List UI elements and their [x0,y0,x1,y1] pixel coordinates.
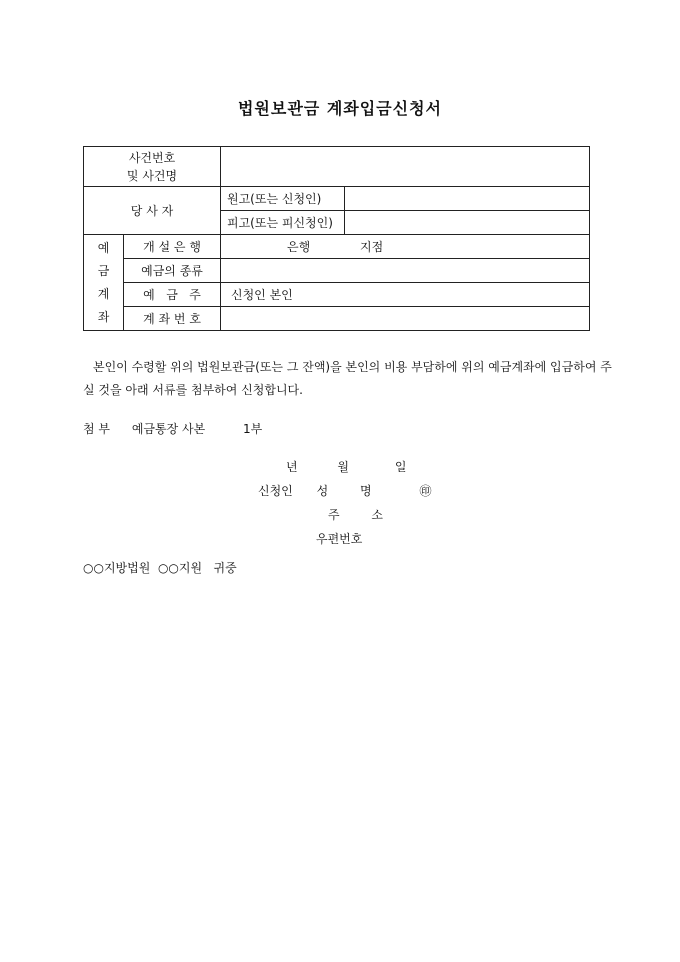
attachment-count: 1부 [243,422,263,436]
attachment-label: 첨 부 [83,422,110,436]
application-form-table [83,146,590,331]
bank-input[interactable] [221,235,590,259]
account-group-char: 계 [97,286,110,301]
deposit-type-input[interactable] [221,259,590,283]
defendant-label: 피고(또는 피신청인) [221,211,345,235]
date-year: 년 [286,460,298,474]
address-char-1: 주 [328,508,340,522]
account-group-char: 좌 [97,309,110,324]
case-name-label: 및 사건명 [126,168,178,183]
attachment-line [83,420,262,437]
defendant-input[interactable] [345,211,590,235]
holder-label: 예 금 주 [124,283,221,307]
date-day: 일 [394,460,407,474]
parties-label: 당 사 자 [84,187,221,235]
holder-input[interactable] [221,283,590,307]
seal-icon: ㊞ [419,484,432,498]
case-number-label: 사건번호 [128,150,176,165]
plaintiff-label: 원고(또는 신청인) [221,187,345,211]
date-month: 월 [337,460,350,474]
plaintiff-input[interactable] [345,187,590,211]
signature-address-row [258,506,431,530]
deposit-type-label: 예금의 종류 [124,259,221,283]
document-title: 법원보관금 계좌입금신청서 [237,99,443,118]
request-paragraph: 본인이 수령할 위의 법원보관금(또는 그 잔액)을 본인의 비용 부담하에 위의 예금계좌에 입금하여 주실 것을 아래 서류를 첨부하여 신청합니다. [83,360,612,397]
account-group-char: 예 [97,240,110,255]
attachment-item: 예금통장 사본 [131,422,206,436]
account-number-label: 계 좌 번 호 [124,307,221,331]
bank-label: 개 설 은 행 [124,235,221,259]
date-line [286,458,406,475]
account-number-input[interactable] [221,307,590,331]
signature-postal-row [258,530,431,554]
case-number-label-cell [84,147,221,187]
signature-name-row [258,482,431,506]
case-number-input[interactable] [221,147,590,187]
branch-word: 지점 [360,240,384,254]
account-group-label [84,235,124,331]
name-char-2: 명 [360,484,372,498]
address-char-2: 소 [371,508,384,522]
name-char-1: 성 [316,484,329,498]
postal-label: 우편번호 [316,532,363,546]
account-group-char: 금 [97,263,110,278]
signature-block [258,482,431,554]
holder-value: 신청인 본인 [231,288,293,302]
court-addressee: ○○지방법원 ○○지원 귀중 [83,561,237,575]
applicant-label: 신청인 [258,484,293,498]
bank-word: 은행 [287,240,311,254]
